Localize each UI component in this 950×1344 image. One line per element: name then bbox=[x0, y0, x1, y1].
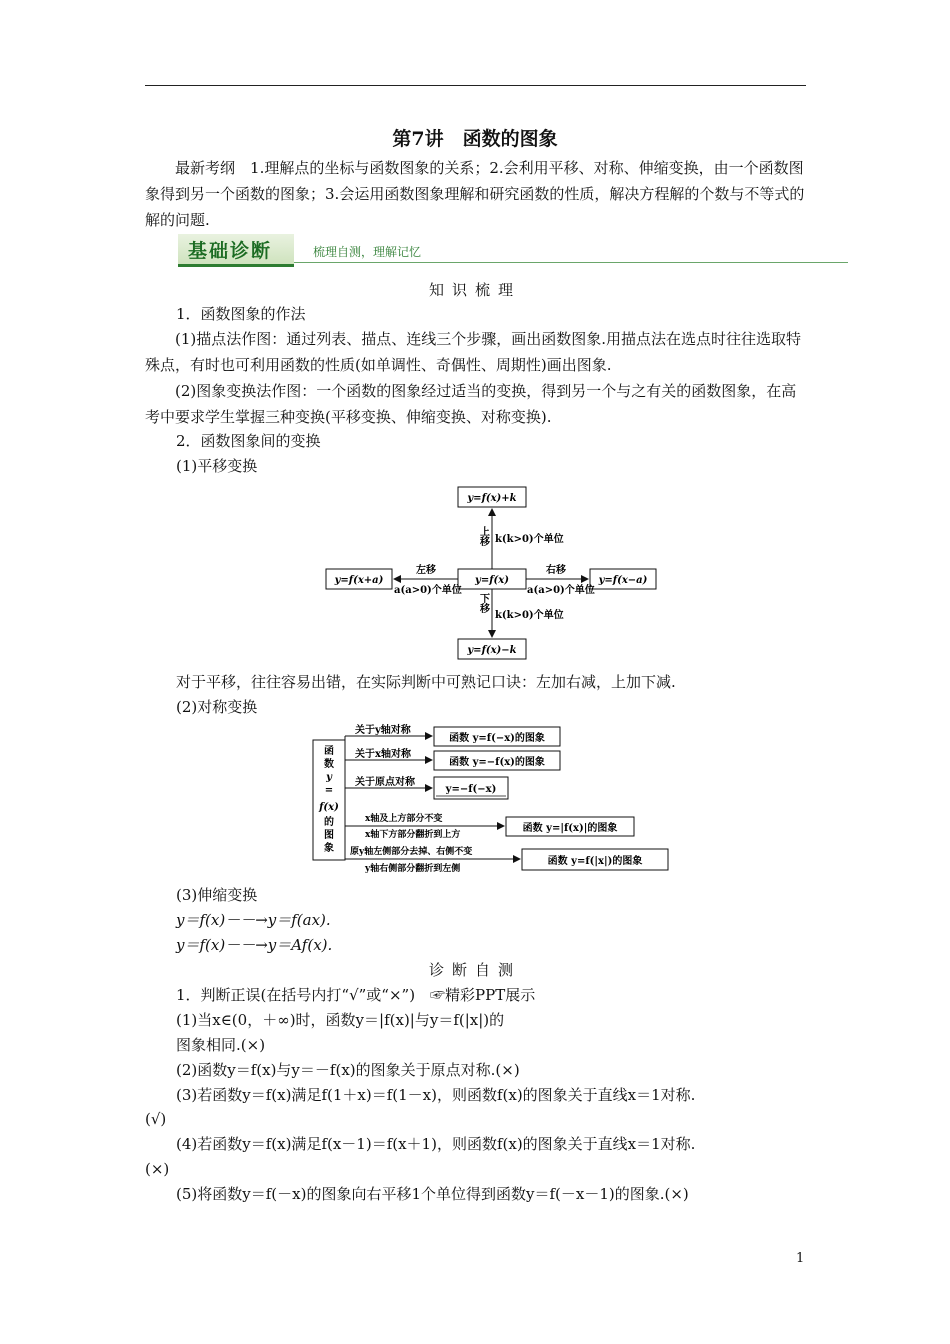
source-line-2: 数 bbox=[324, 759, 334, 770]
q1-item-1b: 图象相同.(×) bbox=[176, 1036, 266, 1054]
source-line-7: 图 bbox=[324, 830, 334, 841]
s1-title: 1．函数图象的作法 bbox=[176, 305, 306, 323]
center-text: y=f(x) bbox=[475, 575, 509, 586]
q1-item-2: (2)函数y＝f(x)与y＝－f(x)的图象关于原点对称.(×) bbox=[176, 1061, 520, 1079]
banner-sub-label: 梳理自测，理解记忆 bbox=[313, 245, 422, 259]
syllabus-label: 最新考纲 bbox=[175, 159, 236, 177]
page-number: 1 bbox=[796, 1251, 805, 1266]
banner-main-box bbox=[178, 234, 294, 267]
right-text: y=f(x−a) bbox=[598, 575, 648, 586]
source-line-1: 函 bbox=[324, 746, 334, 757]
source-line-6: 的 bbox=[324, 817, 334, 828]
branch5-result: 函数 y=f(|x|)的图象 bbox=[547, 856, 643, 867]
self-test-heading: 诊断自测 bbox=[428, 961, 521, 979]
translate-note: 对于平移，往往容易出错，在实际判断中可熟记口诀：左加右减，上加下减. bbox=[176, 673, 676, 691]
down-label: 下移 bbox=[477, 593, 489, 613]
knowledge-heading: 知识梳理 bbox=[428, 281, 521, 299]
q1-item-4b: (×) bbox=[145, 1160, 170, 1178]
s1-paragraph-2: (2)图象变换法作图：一个函数的图象经过适当的变换，得到另一个与之有关的函数图象，在高考中要求学生掌握三种变换(平移变换、伸缩变换、对称变换). bbox=[145, 382, 797, 426]
lecture-title: 第7讲 函数的图象 bbox=[392, 128, 558, 150]
scale-title: (3)伸缩变换 bbox=[176, 886, 258, 904]
right-a-label: a(a>0)个单位 bbox=[527, 585, 595, 596]
q1-item-3b: (√) bbox=[145, 1110, 167, 1128]
header-rule bbox=[145, 85, 806, 86]
banner-main-label: 基础诊断 bbox=[188, 240, 273, 262]
symmetry-diagram bbox=[310, 722, 672, 874]
section-banner bbox=[178, 234, 848, 266]
q1-item-4a: (4)若函数y＝f(x)满足f(x－1)＝f(x＋1)，则函数f(x)的图象关于直线x＝1对称. bbox=[176, 1135, 696, 1153]
down-k-label: k(k>0)个单位 bbox=[495, 610, 564, 621]
branch1-label: 关于y轴对称 bbox=[355, 725, 411, 736]
right-label: 右移 bbox=[546, 565, 566, 576]
branch4-result: 函数 y=|f(x)|的图象 bbox=[522, 823, 618, 834]
left-a-label: a(a>0)个单位 bbox=[394, 585, 462, 596]
source-line-4: = bbox=[324, 785, 334, 796]
top-text: y=f(x)+k bbox=[467, 493, 517, 504]
source-line-8: 象 bbox=[324, 843, 334, 854]
source-box bbox=[313, 740, 345, 860]
up-k-label: k(k>0)个单位 bbox=[495, 534, 564, 545]
left-text: y=f(x+a) bbox=[334, 575, 384, 586]
branch3-label: 关于原点对称 bbox=[355, 777, 415, 788]
branch5-label-b: y轴右侧部分翻折到左侧 bbox=[365, 864, 461, 874]
q1-item-1a: (1)当x∈(0，＋∞)时，函数y＝|f(x)|与y＝f(|x|)的 bbox=[176, 1011, 505, 1029]
branch4-label-a: x轴及上方部分不变 bbox=[365, 814, 443, 824]
branch2-label: 关于x轴对称 bbox=[355, 749, 411, 760]
branch1-result: 函数 y=f(−x)的图象 bbox=[449, 733, 545, 744]
up-label: 上移 bbox=[477, 526, 489, 546]
q1-title: 1．判断正误(在括号内打“√”或“×”) ☞精彩PPT展示 bbox=[176, 986, 536, 1004]
s1-paragraph-1: (1)描点法作图：通过列表、描点、连线三个步骤，画出函数图象.用描点法在选点时往往选取特殊点，有时也可利用函数的性质(如单调性、奇偶性、周期性)画出图象. bbox=[145, 330, 802, 374]
branch5-label-a: 原y轴左侧部分去掉、右侧不变 bbox=[350, 847, 473, 857]
bottom-text: y=f(x)−k bbox=[467, 645, 517, 656]
symmetry-title: (2)对称变换 bbox=[176, 698, 258, 716]
q1-item-3a: (3)若函数y＝f(x)满足f(1＋x)＝f(1－x)，则函数f(x)的图象关于直线x＝1对称. bbox=[176, 1086, 696, 1104]
branch3-result: y=−f(−x) bbox=[445, 784, 497, 795]
source-line-3: y bbox=[326, 772, 332, 783]
branch4-label-b: x轴下方部分翻折到上方 bbox=[365, 830, 461, 840]
banner-rule bbox=[294, 262, 848, 263]
q1-item-5: (5)将函数y＝f(－x)的图象向右平移1个单位得到函数y＝f(－x－1)的图象.(×) bbox=[176, 1185, 689, 1203]
source-line-5: f(x) bbox=[319, 802, 339, 813]
translate-title: (1)平移变换 bbox=[176, 457, 258, 475]
syllabus-text: 1.理解点的坐标与函数图象的关系；2.会利用平移、对称、伸缩变换，由一个函数图象得到另一个函数的图象；3.会运用函数图象理解和研究函数的性质，解决方程解的个数与不等式的解的问题. bbox=[145, 159, 805, 229]
syllabus-paragraph bbox=[145, 155, 809, 233]
scale-line-2: y＝f(x)－－→y＝Af(x). bbox=[176, 936, 333, 954]
branch2-result: 函数 y=−f(x)的图象 bbox=[449, 757, 545, 768]
translation-diagram bbox=[320, 482, 660, 664]
left-label: 左移 bbox=[416, 565, 436, 576]
scale-line-1: y＝f(x)－－→y＝f(ax). bbox=[176, 911, 331, 929]
s2-title: 2．函数图象间的变换 bbox=[176, 432, 321, 450]
